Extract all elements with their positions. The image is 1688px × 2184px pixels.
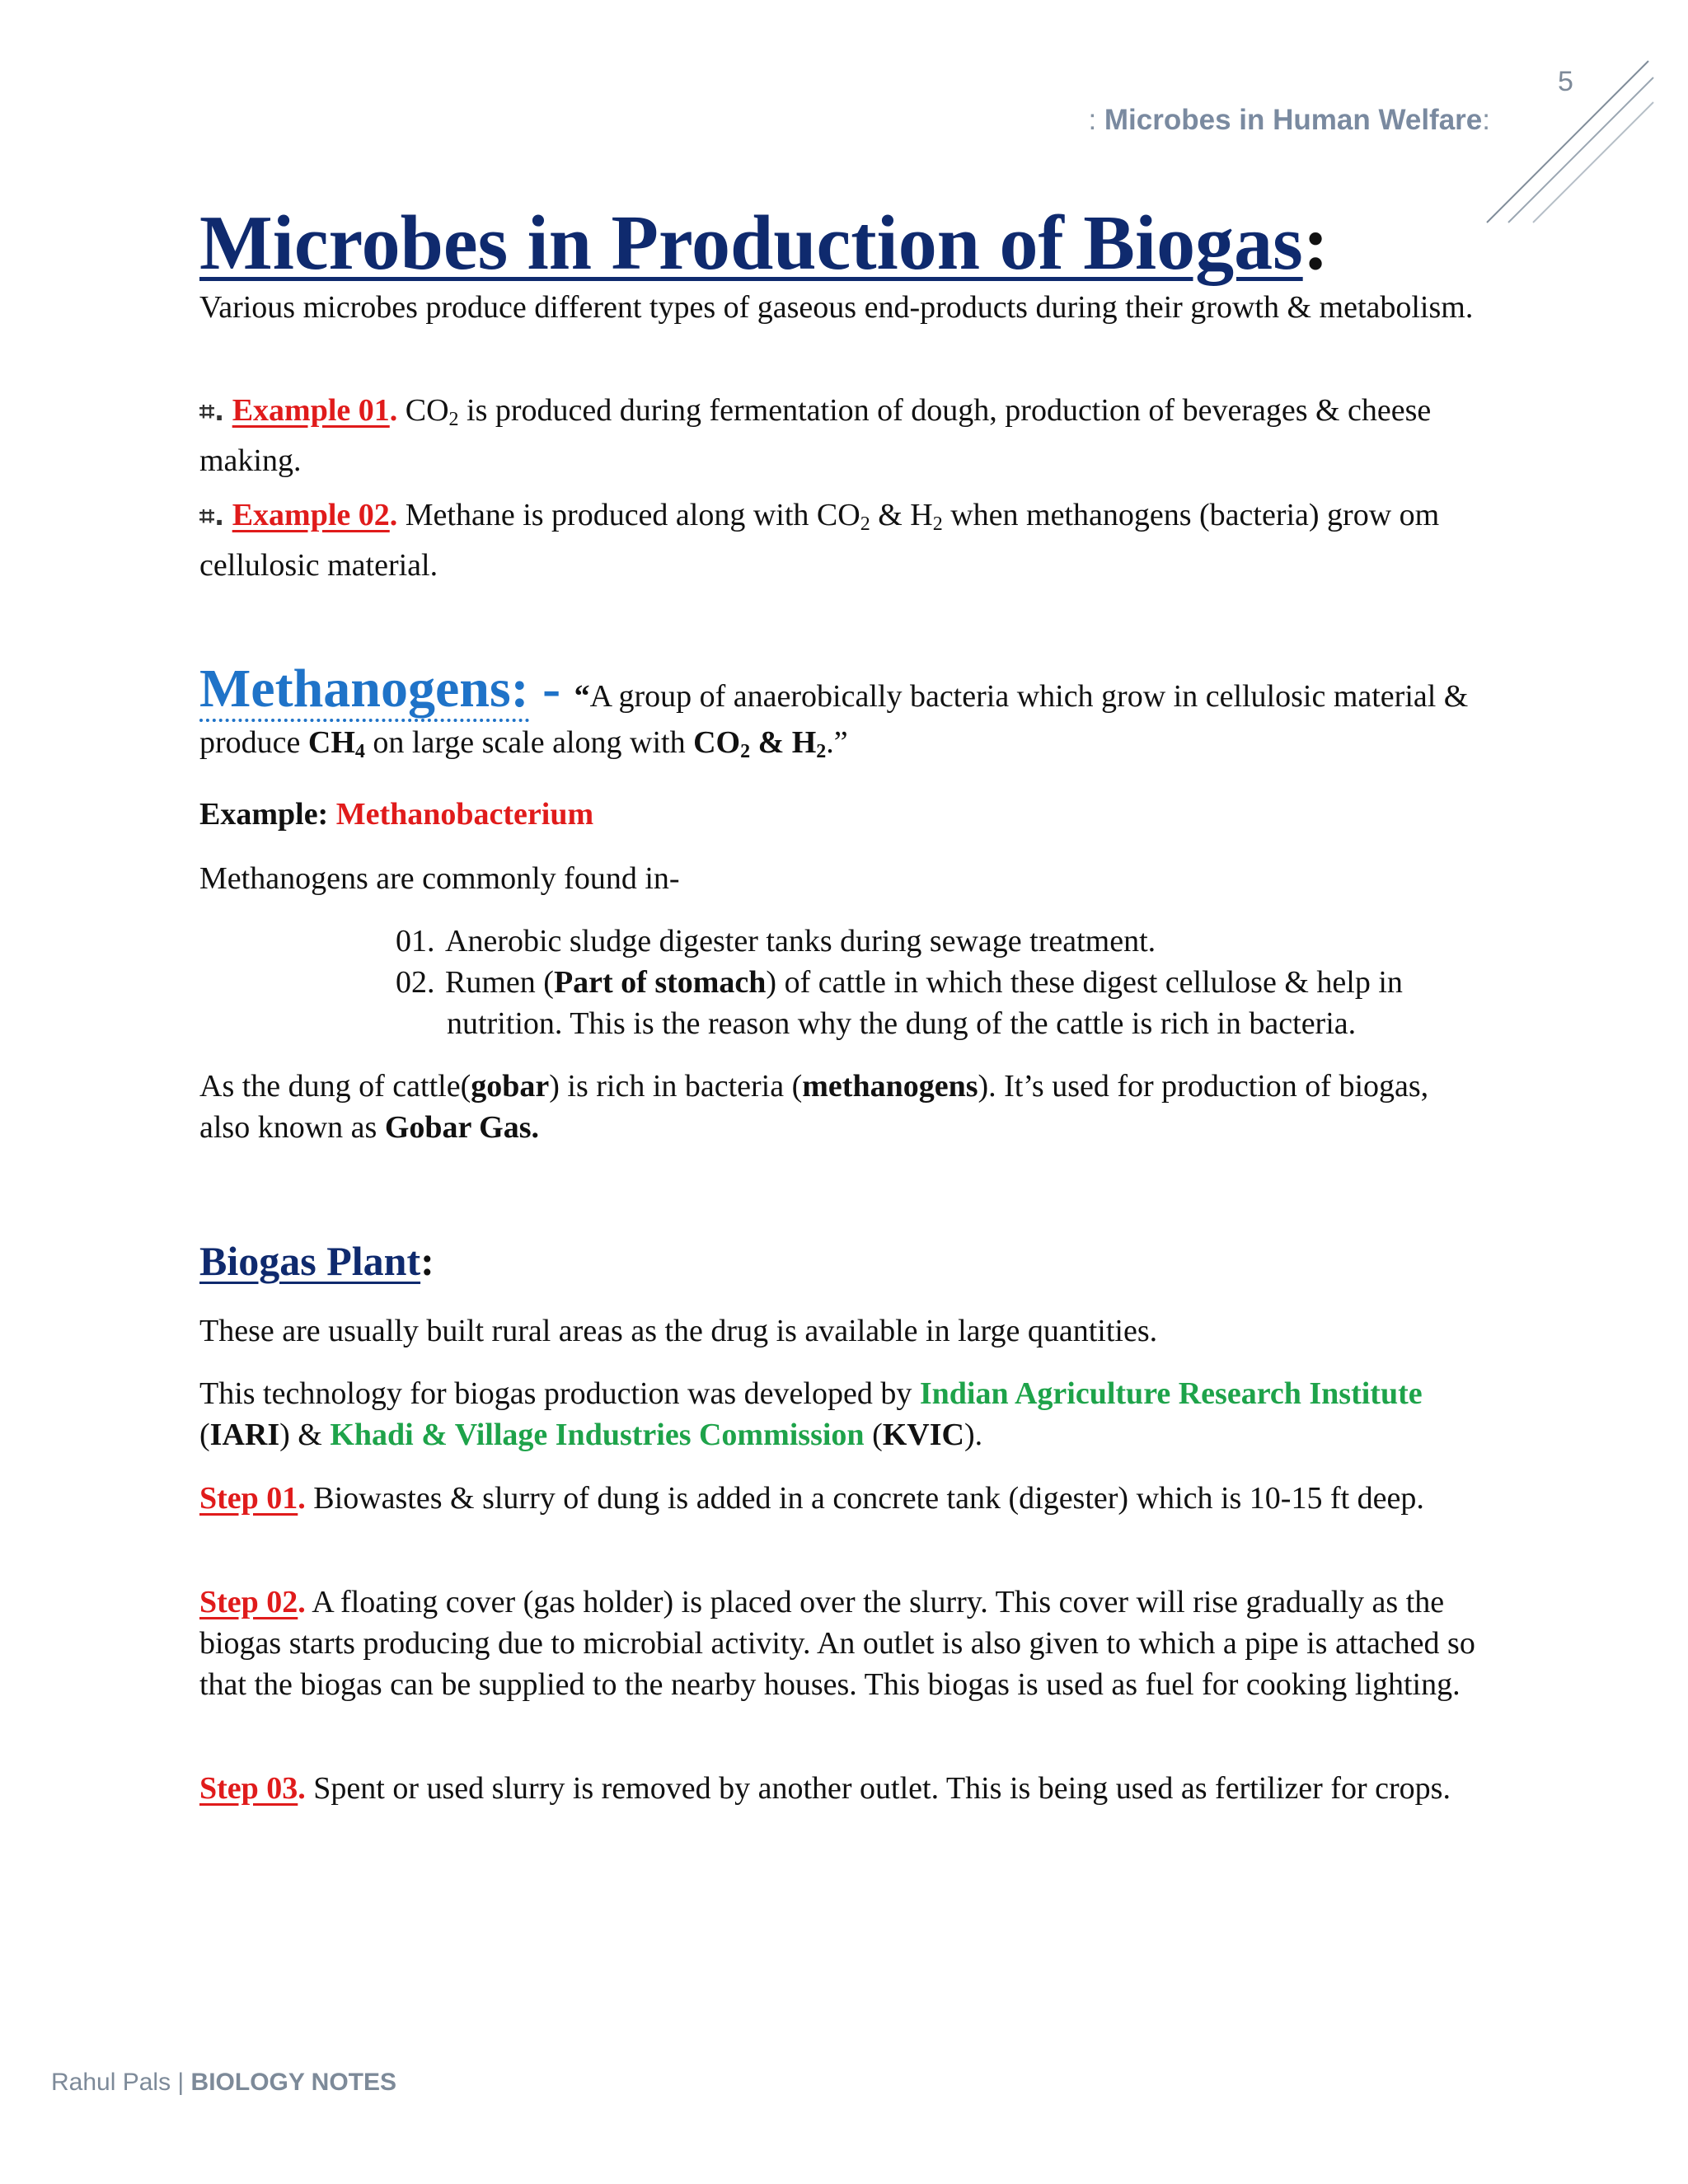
step-02-text: A floating cover (gas holder) is placed over the slurry. This cover will rise gradually as the biogas starts producing due to microbial activity. An outlet is also given to which a pipe is attached so that the biogas can be supplied to the nearby houses. This biogas is used as fuel for cooking lighting. [199,1585,1475,1702]
example-02-text-a: Methane is produced along with CO [397,498,860,532]
step-02-label: Step 02 [199,1585,298,1619]
kvic-abbr: KVIC [882,1418,964,1452]
example-01-dot: . [389,393,398,428]
step-01-text: Biowastes & slurry of dung is added in a concrete tank (digester) which is 10-15 ft deep. [305,1481,1424,1516]
example-01-label: Example 01 [232,393,390,428]
found-in-text: Methanogens are commonly found in- [199,861,680,896]
habitat-list [396,921,1492,1044]
step-03-label: Step 03 [199,1771,298,1806]
methanogens-heading: Methanogens: [199,658,529,722]
h2-sub: 2 [816,741,827,762]
page-number: 5 [1558,66,1573,97]
iari-abbr: IARI [209,1418,280,1452]
example-02-text-b: & H [870,498,933,532]
corner-decoration [1484,58,1657,231]
definition-end: .” [826,725,848,760]
example-01 [199,390,1485,481]
step-03 [199,1768,1485,1809]
page-title-text: Microbes in Production of Biogas [199,200,1303,286]
header-title: Microbes in Human Welfare [1104,104,1483,136]
quote-open: “ [574,679,590,714]
kvic-name: Khadi & Village Industries Commission [330,1418,865,1452]
example-02-sub2: 2 [932,513,943,535]
step-01-dot: . [298,1481,306,1516]
list-item [396,962,1492,1003]
intro-text: Various microbes produce different types of gaseous end-products during their growth & metabolism. [199,290,1474,325]
page-title [199,198,1329,288]
section-title-colon: : [420,1238,434,1284]
bullet-icon: ⌗. [199,396,225,427]
h2-label: & H [750,725,817,760]
footer-title: BIOLOGY NOTES [190,2069,397,2096]
kvic-close: ). [964,1418,983,1452]
biogas-plant-heading [199,1232,1485,1290]
dung-gobar-gas: Gobar Gas. [384,1110,540,1145]
definition-text-a: A group of anaerobically bacteria which grow in cellulosic material & produce [199,679,1469,760]
definition-text-b: on large scale along with [364,725,694,760]
example-01-text-a: CO [397,393,449,428]
step-03-dot: . [298,1771,306,1806]
co2-label: CO [693,725,741,760]
list-text: Anerobic sludge digester tanks during sewage treatment. [445,924,1156,958]
found-in-intro [199,858,1485,899]
biogas-p1-text: These are usually built rural areas as the drug is available in large quantities. [199,1314,1158,1348]
step-01 [199,1478,1485,1519]
list-continuation: nutrition. This is the reason why the dung of the cattle is rich in bacteria. [447,1006,1357,1041]
step-02-dot: . [298,1585,306,1619]
dung-text-b: ) is rich in bacteria ( [549,1069,803,1104]
list-number: 02. [396,965,435,1000]
example-02 [199,494,1485,586]
list-item [396,921,1492,962]
dung-text-a: As the dung of cattle( [199,1069,471,1104]
iari-open: ( [199,1418,210,1452]
ch4-sub: 4 [354,741,365,762]
header-suffix: : [1482,104,1490,136]
list-text-b: ) of cattle in which these digest cellulose & help in [766,965,1403,1000]
page-title-colon: : [1302,200,1329,286]
biogas-p2 [199,1373,1485,1455]
step-01-label: Step 01 [199,1481,298,1516]
dung-text-c: ). It’s used for production of biogas, also known as [199,1069,1429,1145]
example-02-label: Example 02 [232,498,390,532]
p2-text: This technology for biogas production was developed by [199,1376,920,1411]
biogas-p1 [199,1310,1485,1352]
example-label: Example: [199,797,336,832]
step-03-text: Spent or used slurry is removed by another outlet. This is being used as fertilizer for crops. [305,1771,1451,1806]
dung-paragraph [199,1066,1485,1148]
methanogens-dash: - [528,658,574,719]
example-01-sub: 2 [448,409,459,430]
ch4-label: CH [307,725,355,760]
bullet-icon: ⌗. [199,500,225,532]
running-header [1088,104,1490,137]
example-value: Methanobacterium [335,797,594,832]
section-title: Biogas Plant [199,1238,421,1284]
iari-name: Indian Agriculture Research Institute [919,1376,1423,1411]
co2-sub: 2 [740,741,751,762]
intro-paragraph [199,287,1485,328]
kvic-open: ( [864,1418,883,1452]
footer [51,2069,396,2097]
header-prefix: : [1088,104,1104,136]
example-02-sub1: 2 [860,513,870,535]
example-02-dot: . [389,498,398,532]
list-text-a: Rumen ( [445,965,554,1000]
footer-separator: | [171,2069,191,2096]
iari-close: ) & [279,1418,331,1452]
step-02 [199,1582,1485,1705]
methanogens-example [199,794,1485,835]
footer-author: Rahul Pals [51,2069,171,2096]
list-number: 01. [396,924,435,958]
dung-gobar: gobar [471,1069,550,1104]
dung-methanogens: methanogens [802,1069,978,1104]
example-02-text-c: when methanogens (bacteria) grow om cellulosic material. [199,498,1440,583]
methanogens-definition [199,658,1485,775]
example-01-text-b: is produced during fermentation of dough, production of beverages & cheese making. [199,393,1432,478]
list-text-bold: Part of stomach [553,965,767,1000]
